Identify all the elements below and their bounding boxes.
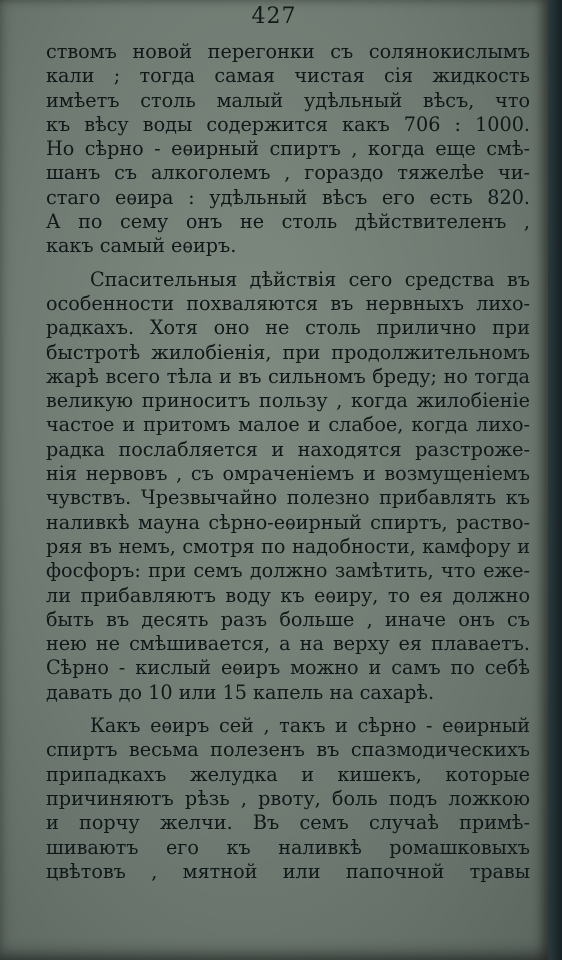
text-line: наливкѣ мауна сѣрно-еѳирный спиртъ, раство- bbox=[46, 510, 530, 534]
text-line: припадкахъ желудка и кишекъ, которые bbox=[46, 762, 530, 786]
text-line: къ вѣсу воды содержится какъ 706 : 1000. bbox=[46, 112, 530, 136]
text-line: какъ самый еѳиръ. bbox=[46, 234, 237, 258]
text-line: ли прибавляютъ воду къ еѳиру, то ея должно bbox=[46, 583, 530, 607]
text-line: ряя въ немъ, смотря по надобности, камфору и bbox=[46, 534, 530, 558]
text-line: Спасительныя дѣйствія сего средства въ bbox=[90, 267, 530, 291]
page-number: 427 bbox=[251, 4, 297, 29]
paragraph-1 bbox=[46, 40, 530, 259]
text-line: особенности похваляются въ нервныхъ лихо- bbox=[46, 291, 530, 315]
text-line: нія нервовъ , съ омраченіемъ и возмущеніемъ bbox=[46, 462, 530, 486]
text-line: великую приноситъ пользу , когда жилобіеніе bbox=[46, 389, 530, 413]
text-line: причиняютъ рѣзь , рвоту, боль подъ ложкою bbox=[46, 786, 530, 810]
text-line: цвѣтовъ , мятной или папочной травы bbox=[46, 859, 530, 883]
text-line: Сѣрно - кислый еѳиръ можно и самъ по себѣ bbox=[46, 656, 530, 680]
body-text bbox=[46, 40, 530, 884]
text-line: кали ; тогда самая чистая сія жидкость bbox=[46, 64, 530, 88]
text-line: нею не смѣшивается, а на верху ея плаваетъ. bbox=[46, 632, 530, 656]
text-line: и порчу желчи. Въ семъ случаѣ примѣ- bbox=[46, 811, 530, 835]
text-line: частое и притомъ малое и слабое, когда лихо- bbox=[46, 413, 530, 437]
text-line: шанъ съ алкоголемъ , гораздо тяжелѣе чи- bbox=[46, 161, 530, 185]
text-line: радка послабляется и находятся разстроже- bbox=[46, 437, 530, 461]
text-line: фосфоръ: при семъ должно замѣтить, что еже- bbox=[46, 559, 530, 583]
text-line: имѣетъ столь малый удѣльный вѣсъ, что bbox=[46, 88, 530, 112]
paragraph-2 bbox=[46, 268, 530, 705]
paragraph-3 bbox=[46, 714, 530, 884]
text-line: Какъ еѳиръ сей , такъ и сѣрно - еѳирный bbox=[90, 714, 530, 738]
text-line: жарѣ всего тѣла и въ сильномъ бреду; но тогда bbox=[46, 364, 530, 388]
text-line: быть въ десять разъ больше , иначе онъ съ bbox=[46, 607, 530, 631]
text-line: шиваютъ его къ наливкѣ ромашковыхъ bbox=[46, 835, 530, 859]
book-spine-edge bbox=[548, 0, 562, 960]
text-line: быстротѣ жилобіенія, при продолжительномъ bbox=[46, 340, 530, 364]
text-line: Но сѣрно - еѳирный спиртъ , когда еще смѣ- bbox=[46, 137, 530, 161]
text-line: ствомъ новой перегонки съ солянокислымъ bbox=[46, 40, 530, 63]
text-line: радкахъ. Хотя оно не столь прилично при bbox=[46, 316, 530, 340]
text-line: А по сему онъ не столь дѣйствителенъ , bbox=[46, 210, 530, 234]
text-line: чувствъ. Чрезвычайно полезно прибавлять къ bbox=[46, 486, 530, 510]
text-line: стаго еѳира : удѣльный вѣсъ его есть 820. bbox=[46, 185, 530, 209]
text-line: спиртъ весьма полезенъ въ спазмодическихъ bbox=[46, 738, 530, 762]
text-line: давать до 10 или 15 капель на сахарѣ. bbox=[46, 680, 435, 704]
